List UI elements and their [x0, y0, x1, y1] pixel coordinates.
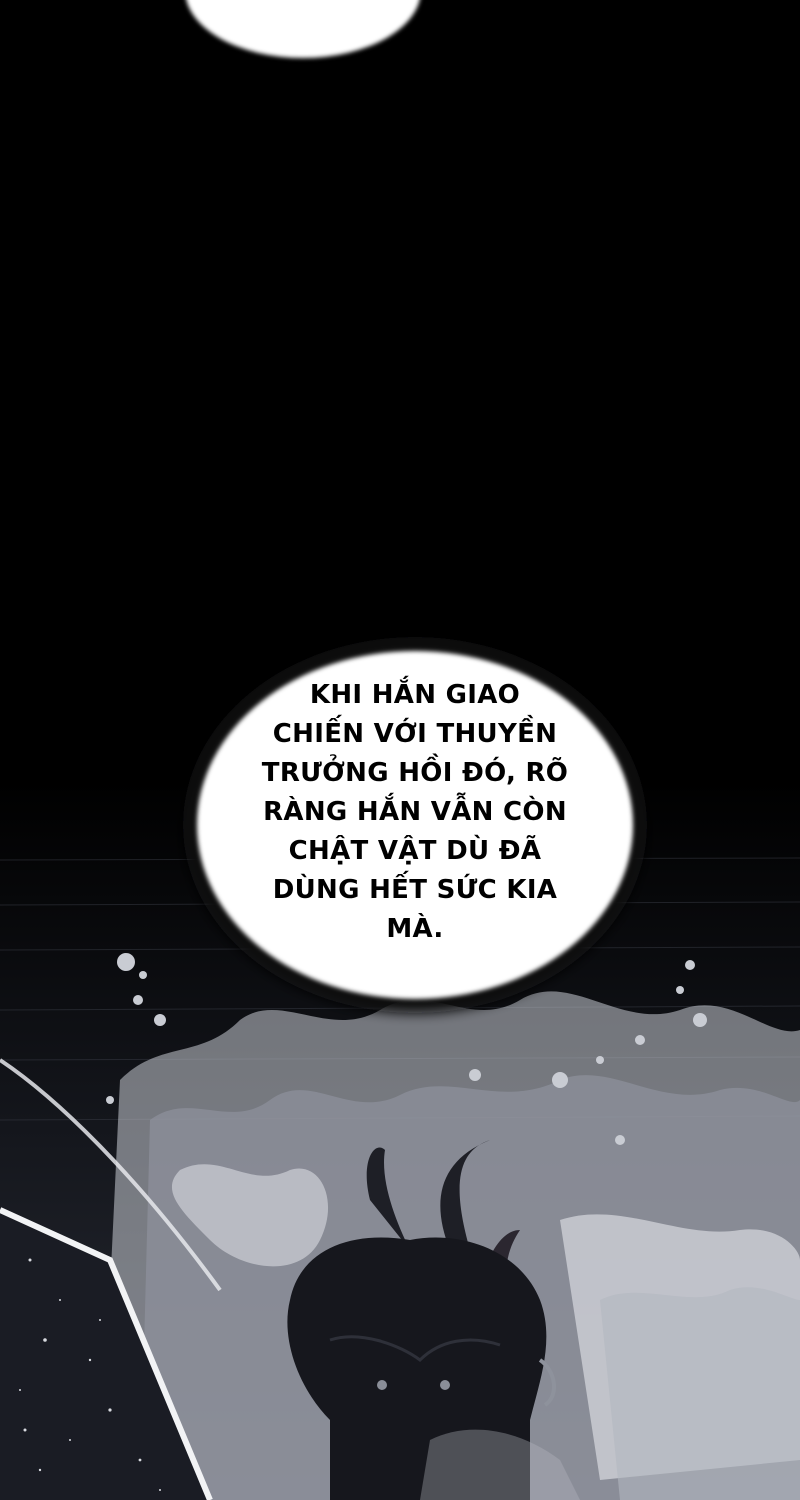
speech-line: CHIẾN VỚI THUYỀN [272, 719, 558, 749]
speech-line: RÀNG HẮN VẪN CÒN [263, 797, 567, 827]
speech-line: MÀ. [386, 914, 444, 944]
speech-line: CHẬT VẬT DÙ ĐÃ [288, 836, 542, 866]
speech-line: KHI HẮN GIAO [309, 680, 521, 710]
speech-bubble [240, 676, 590, 949]
speech-line: DÙNG HẾT SỨC KIA [272, 875, 558, 905]
speech-line: TRƯỞNG HỒI ĐÓ, RÕ [261, 758, 569, 788]
